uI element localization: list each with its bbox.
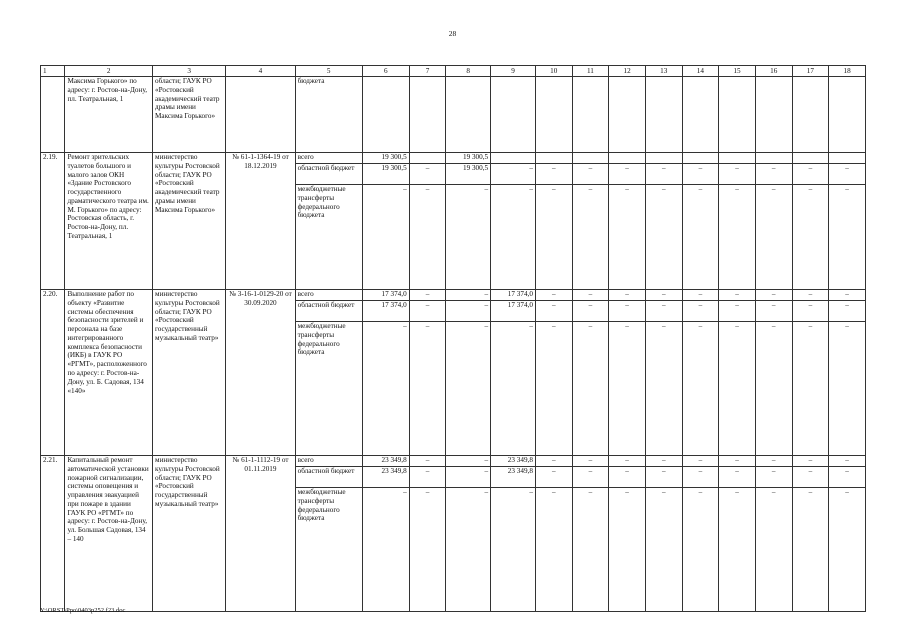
budget-table <box>40 65 866 612</box>
year-amount-value: – <box>756 466 792 487</box>
year-amount-value: – <box>646 321 682 332</box>
year-amount-value: – <box>756 487 792 498</box>
year-amount-value: – <box>793 466 829 487</box>
funding-source-value: всего <box>297 290 314 298</box>
year-amount <box>491 456 536 612</box>
year-amount-value: – <box>446 321 490 332</box>
year-amount-value: – <box>793 487 829 498</box>
column-number: 12 <box>609 66 646 77</box>
page-number: 28 <box>448 29 457 38</box>
table-row <box>41 456 866 612</box>
year-amount-value: – <box>491 163 535 184</box>
year-amount-value: – <box>756 300 792 321</box>
column-number: 14 <box>682 66 719 77</box>
year-amount-value: 23 349,8 <box>491 466 535 487</box>
year-amount <box>609 290 646 456</box>
total-amount <box>362 456 409 612</box>
year-amount <box>682 290 719 456</box>
year-amount <box>645 153 682 290</box>
year-amount-value: – <box>808 290 813 298</box>
total-amount-value: – <box>363 321 409 332</box>
year-amount-value <box>648 153 680 163</box>
customer: области; ГАУК РО «Ростовский академический театр драмы имени Максима Горького» <box>153 77 226 153</box>
year-amount-value: 19 300,5 <box>462 153 489 161</box>
expertise-document <box>226 77 295 153</box>
funding-source-value: всего <box>297 456 314 464</box>
year-amount-value: – <box>410 163 446 184</box>
year-amount-value <box>493 153 533 163</box>
year-amount-value <box>831 153 863 163</box>
year-amount-value: – <box>735 290 739 298</box>
year-amount-value: 19 300,5 <box>446 163 490 184</box>
year-amount-value: – <box>573 163 609 184</box>
year-amount <box>535 77 572 153</box>
customer: министерство культуры Ростовской области; ГАУК РО «Ростовский государственный музыкальный театр» <box>153 456 226 612</box>
year-amount <box>829 456 866 612</box>
year-amount-value: – <box>536 321 572 332</box>
year-amount-value: – <box>646 487 682 498</box>
funding-source <box>295 77 362 153</box>
year-amount-value: – <box>573 300 609 321</box>
year-amount <box>829 153 866 290</box>
year-amount <box>829 290 866 456</box>
year-amount <box>792 153 829 290</box>
year-amount-value: – <box>609 163 645 184</box>
object-name: Максима Горького» по адресу: г. Ростов-на-Дону, пл. Театральная, 1 <box>65 77 153 153</box>
customer: министерство культуры Ростовской области; ГАУК РО «Ростовский академический театр драмы имени Максима Горького» <box>153 153 226 290</box>
customer: министерство культуры Ростовской области; ГАУК РО «Ростовский государственный музыкальный театр» <box>153 290 226 456</box>
funding-source <box>295 456 362 612</box>
funding-source-value: межбюджетные трансферты федерального бюджета <box>296 487 362 523</box>
year-amount-value: – <box>484 456 489 464</box>
year-amount-value: – <box>845 290 849 298</box>
year-amount <box>609 456 646 612</box>
year-amount-value: – <box>551 456 556 464</box>
expertise-document: № 61-1-1364-19 от 18.12.2019 <box>226 153 295 290</box>
year-amount-value: – <box>661 290 666 298</box>
total-amount <box>362 77 409 153</box>
expertise-document: № 61-1-1112-19 от 01.11.2019 <box>226 456 295 612</box>
total-amount-value: – <box>363 184 409 195</box>
column-number: 6 <box>362 66 409 77</box>
total-amount-value: 17 374,0 <box>363 300 409 321</box>
year-amount <box>572 456 609 612</box>
year-amount <box>446 456 491 612</box>
year-amount-value: 17 374,0 <box>507 290 533 298</box>
year-amount <box>755 153 792 290</box>
column-number: 3 <box>153 66 226 77</box>
year-amount-value: – <box>808 456 813 464</box>
year-amount <box>535 456 572 612</box>
year-amount-value: – <box>446 184 490 195</box>
total-amount-value: 17 374,0 <box>381 290 407 298</box>
year-amount-value: – <box>683 300 719 321</box>
year-amount-value: – <box>446 487 490 498</box>
year-amount-value: – <box>793 300 829 321</box>
year-amount-value: – <box>625 456 629 464</box>
year-amount <box>719 153 756 290</box>
year-amount <box>719 77 756 153</box>
year-amount-value: – <box>491 184 535 195</box>
year-amount <box>609 153 646 290</box>
year-amount-value: – <box>609 466 645 487</box>
year-amount-value: – <box>491 321 535 332</box>
year-amount-value: – <box>698 456 703 464</box>
year-amount-value <box>685 153 717 163</box>
year-amount <box>792 77 829 153</box>
year-amount-value: – <box>646 300 682 321</box>
document-path: Y:\ORST\Ppo\0403p252.f23.doc <box>40 607 126 614</box>
year-amount-value: – <box>573 184 609 195</box>
year-amount-value: – <box>719 163 755 184</box>
year-amount <box>609 77 646 153</box>
year-amount-value: – <box>829 184 865 195</box>
year-amount-value: – <box>536 163 572 184</box>
year-amount-value: – <box>646 184 682 195</box>
funding-source-value: межбюджетные трансферты федерального бюджета <box>296 321 362 357</box>
year-amount-value: – <box>646 466 682 487</box>
column-number: 4 <box>226 66 295 77</box>
total-amount-value: 23 349,8 <box>381 456 407 464</box>
column-number: 10 <box>535 66 572 77</box>
year-amount-value: – <box>829 466 865 487</box>
expertise-document: № 3-16-1-0129-20 от 30.09.2020 <box>226 290 295 456</box>
year-amount-value: – <box>609 300 645 321</box>
funding-source-value: областной бюджет <box>296 466 362 487</box>
funding-source <box>295 153 362 290</box>
year-amount-value: – <box>829 163 865 184</box>
year-amount-value: – <box>536 300 572 321</box>
year-amount-value: – <box>446 300 490 321</box>
funding-source-value: всего <box>297 153 314 161</box>
year-amount-value <box>758 153 790 163</box>
year-amount-value: – <box>829 321 865 332</box>
year-amount <box>792 456 829 612</box>
funding-source-value: межбюджетные трансферты федерального бюджета <box>296 184 362 220</box>
year-amount <box>682 456 719 612</box>
table-row <box>41 290 866 456</box>
year-amount-value: – <box>573 466 609 487</box>
year-amount <box>446 153 491 290</box>
item-number: 2.21. <box>41 456 65 612</box>
year-amount-value: – <box>683 184 719 195</box>
item-number <box>41 77 65 153</box>
year-amount-value: – <box>771 290 776 298</box>
year-amount-value: – <box>735 456 739 464</box>
column-number: 16 <box>755 66 792 77</box>
year-amount-value: – <box>410 466 446 487</box>
year-amount-value: – <box>683 321 719 332</box>
funding-source-value: областной бюджет <box>296 300 362 321</box>
year-amount-value: – <box>719 321 755 332</box>
total-amount-value: 19 300,5 <box>381 153 407 161</box>
year-amount <box>719 290 756 456</box>
year-amount-value: – <box>698 290 703 298</box>
year-amount-value: – <box>609 487 645 498</box>
object-name: Ремонт зрительских туалетов большого и малого залов ОКН «Здание Ростовского государственного драматического театра им. М. Горького» по адресу: Ростовская область, г. Ростов-на-Дону, пл. Театральная, 1 <box>65 153 153 290</box>
year-amount-value: – <box>536 184 572 195</box>
year-amount-value: – <box>573 487 609 498</box>
year-amount <box>409 77 446 153</box>
year-amount-value: – <box>588 290 593 298</box>
year-amount-value: – <box>410 300 446 321</box>
year-amount-value: – <box>829 487 865 498</box>
funding-source <box>295 290 362 456</box>
year-amount-value: – <box>425 456 430 464</box>
year-amount-value: – <box>771 456 776 464</box>
year-amount-value: – <box>536 487 572 498</box>
year-amount-value <box>795 153 827 163</box>
year-amount <box>409 153 446 290</box>
year-amount-value: – <box>719 300 755 321</box>
year-amount-value: – <box>588 456 593 464</box>
year-amount-value: – <box>756 321 792 332</box>
year-amount <box>682 77 719 153</box>
funding-source-value: областной бюджет <box>296 163 362 184</box>
year-amount-value: – <box>573 321 609 332</box>
year-amount-value: – <box>829 300 865 321</box>
year-amount-value <box>538 153 570 163</box>
year-amount <box>645 77 682 153</box>
year-amount <box>446 290 491 456</box>
total-amount <box>362 290 409 456</box>
year-amount-value: – <box>719 466 755 487</box>
year-amount-value: – <box>410 487 446 498</box>
year-amount-value: – <box>625 290 629 298</box>
column-number: 13 <box>645 66 682 77</box>
year-amount-value: – <box>683 487 719 498</box>
year-amount <box>491 290 536 456</box>
year-amount <box>719 456 756 612</box>
year-amount <box>491 153 536 290</box>
year-amount <box>409 456 446 612</box>
column-number: 17 <box>792 66 829 77</box>
total-amount-value: 19 300,5 <box>363 163 409 184</box>
year-amount-value: – <box>410 184 446 195</box>
year-amount-value <box>575 153 607 163</box>
year-amount <box>829 77 866 153</box>
column-number-row <box>41 66 866 77</box>
table-row <box>41 77 866 153</box>
column-number: 7 <box>409 66 446 77</box>
year-amount-value: – <box>756 184 792 195</box>
year-amount <box>755 77 792 153</box>
year-amount-value: – <box>683 163 719 184</box>
year-amount-value: – <box>719 184 755 195</box>
year-amount-value: – <box>484 290 489 298</box>
total-amount-value: 23 349,8 <box>363 466 409 487</box>
year-amount-value: – <box>410 321 446 332</box>
year-amount-value: – <box>719 487 755 498</box>
year-amount-value: 23 349,8 <box>507 456 533 464</box>
item-number: 2.19. <box>41 153 65 290</box>
column-number: 15 <box>719 66 756 77</box>
year-amount <box>645 456 682 612</box>
total-amount <box>362 153 409 290</box>
year-amount-value: – <box>661 456 666 464</box>
year-amount <box>572 153 609 290</box>
year-amount-value: – <box>793 163 829 184</box>
year-amount-value: – <box>491 487 535 498</box>
year-amount-value: – <box>793 184 829 195</box>
column-number: 5 <box>295 66 362 77</box>
year-amount-value: – <box>683 466 719 487</box>
year-amount-value: – <box>551 290 556 298</box>
year-amount <box>535 153 572 290</box>
year-amount <box>682 153 719 290</box>
year-amount-value: – <box>793 321 829 332</box>
year-amount <box>446 77 491 153</box>
funding-source-value: бюджета <box>297 77 325 85</box>
year-amount-value: – <box>609 184 645 195</box>
year-amount-value: – <box>756 163 792 184</box>
year-amount-value: – <box>609 321 645 332</box>
object-name: Капитальный ремонт автоматической установки пожарной сигнализации, системы оповещения и управления эвакуацией при пожаре в здании ГАУК РО «РГМТ» по адресу: г. Ростов-на-Дону, ул. Большая Садовая, 134 – 140 <box>65 456 153 612</box>
object-name: Выполнение работ по объекту «Развитие системы обеспечения безопасности зрителей и персонала на базе интегрированного комплекса безопасности (ИКБ) в ГАУК РО «РГМТ», расположенного по адресу: г. Ростов-на-Дону, ул. Б. Садовая, 134 «140» <box>65 290 153 456</box>
year-amount-value <box>721 153 753 163</box>
year-amount <box>645 290 682 456</box>
column-number: 2 <box>65 66 153 77</box>
year-amount <box>491 77 536 153</box>
year-amount-value: – <box>425 290 430 298</box>
year-amount-value: – <box>845 456 849 464</box>
column-number: 8 <box>446 66 491 77</box>
year-amount-value <box>611 153 643 163</box>
year-amount <box>409 290 446 456</box>
year-amount-value <box>412 153 444 163</box>
year-amount-value: – <box>536 466 572 487</box>
table-row <box>41 153 866 290</box>
column-number: 9 <box>491 66 536 77</box>
year-amount <box>572 77 609 153</box>
year-amount-value: – <box>446 466 490 487</box>
year-amount <box>755 456 792 612</box>
column-number: 18 <box>829 66 866 77</box>
column-number: 1 <box>41 66 65 77</box>
year-amount <box>535 290 572 456</box>
column-number: 11 <box>572 66 609 77</box>
year-amount <box>792 290 829 456</box>
year-amount <box>755 290 792 456</box>
year-amount-value: – <box>646 163 682 184</box>
total-amount-value: – <box>363 487 409 498</box>
year-amount-value: 17 374,0 <box>491 300 535 321</box>
item-number: 2.20. <box>41 290 65 456</box>
year-amount <box>572 290 609 456</box>
